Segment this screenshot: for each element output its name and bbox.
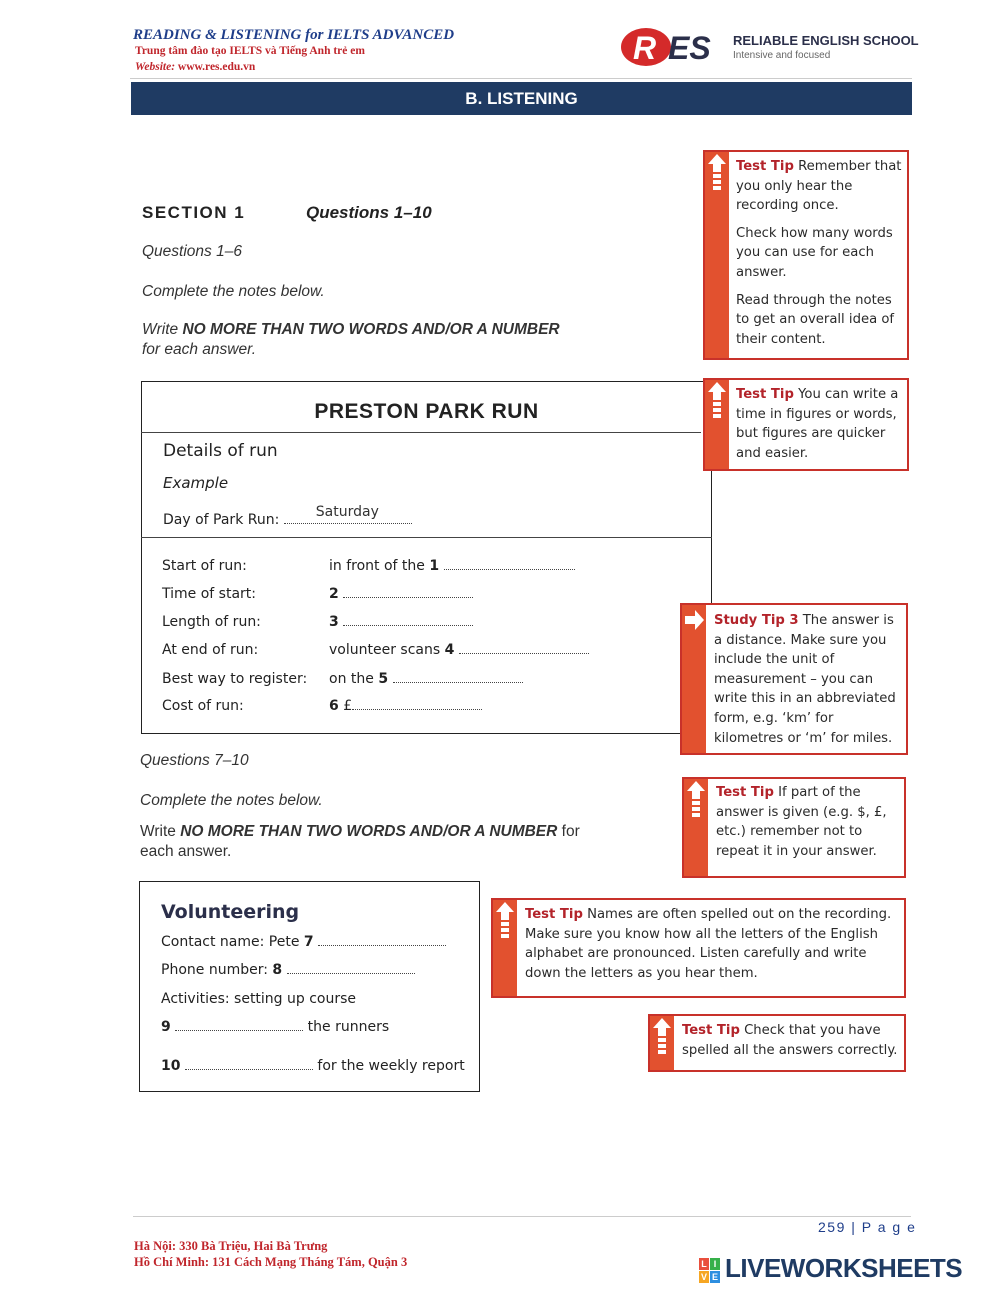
tip-bar [650, 1016, 674, 1070]
test-tip-6 [648, 1014, 906, 1072]
word-limit: NO MORE THAN TWO WORDS AND/OR A NUMBER [182, 321, 560, 338]
phone-label: Phone number: [161, 962, 273, 978]
questions-1-6-heading: Questions 1–6 [142, 243, 242, 260]
row-end-answer [329, 642, 589, 658]
school-name: RELIABLE ENGLISH SCHOOL [733, 33, 919, 48]
test-tip-4 [682, 777, 906, 878]
answer-3-blank[interactable] [343, 624, 473, 626]
write-prefix: Write [142, 321, 183, 338]
tip-3-title: Study Tip 3 [714, 613, 799, 628]
questions-7-10-heading: Questions 7–10 [140, 752, 249, 769]
question-3-number: 3 [329, 614, 339, 630]
row-cost-answer [329, 698, 482, 714]
row-length-label: Length of run: [162, 614, 261, 630]
liveworksheets-logo-icon: L I V E [700, 1259, 718, 1282]
question-1-number: 1 [429, 558, 440, 574]
write-suffix-2: for [557, 823, 580, 840]
tip-1-title: Test Tip [736, 159, 794, 174]
example-label: Example [163, 474, 229, 492]
question-2-number: 2 [329, 586, 339, 602]
q10-row [161, 1058, 465, 1074]
header-website [135, 61, 255, 73]
tip-bar [705, 380, 729, 469]
test-tip-1 [703, 150, 909, 360]
footer-divider [133, 1216, 911, 1217]
section-questions: Questions 1–10 [306, 203, 432, 222]
tip-6-text: Check that you have spelled all the answers correctly. [682, 1023, 898, 1058]
questions-7-10-write-rule [140, 823, 580, 841]
row-start-label: Start of run: [162, 558, 247, 574]
arrow-up-icon [493, 900, 517, 952]
row-end-label: At end of run: [162, 642, 259, 658]
question-10-number: 10 [161, 1058, 181, 1074]
question-4-number: 4 [444, 642, 455, 658]
study-tip-3 [680, 603, 908, 755]
row-cost-label: Cost of run: [162, 698, 244, 714]
logo-letter-r: R [633, 30, 657, 66]
tip-4-text: If part of the answer is given (e.g. $, £, etc.) remember not to repeat it in your answer. [716, 785, 887, 859]
answer-7-blank[interactable] [318, 944, 446, 946]
question-5-number: 5 [378, 671, 389, 687]
tip-6-title: Test Tip [682, 1023, 740, 1038]
page-number: 259 | P a g e [818, 1219, 917, 1235]
question-9-number: 9 [161, 1019, 171, 1035]
answer-1-blank[interactable] [444, 568, 575, 570]
tip-2-text: You can write a time in figures or words, but figures are quicker and easier. [736, 387, 899, 461]
contact-label: Contact name: Pete [161, 934, 304, 950]
questions-1-6-instruction: Complete the notes below. [142, 283, 325, 300]
tip-5-text: Names are often spelled out on the recording. Make sure you know how all the letters of the English alphabet are pronounced. Listen carefully and write down the letters as you hear them. [525, 907, 892, 981]
tip-5-title: Test Tip [525, 907, 583, 922]
arrow-up-icon [650, 1016, 674, 1068]
questions-7-10-write-rule-2: each answer. [140, 843, 232, 860]
row-time-label: Time of start: [162, 586, 256, 602]
header-title: READING & LISTENING for IELTS ADVANCED [133, 27, 455, 43]
row-length-answer [329, 614, 473, 630]
section-banner: B. LISTENING [131, 82, 912, 115]
word-limit-2: NO MORE THAN TWO WORDS AND/OR A NUMBER [180, 823, 558, 840]
tip-bar [684, 779, 708, 876]
answer-9-blank[interactable] [175, 1029, 303, 1031]
answer-8-blank[interactable] [287, 972, 415, 974]
tip-bar [705, 152, 729, 358]
tip-1-p3: Read through the notes to get an overall idea of their content. [736, 292, 895, 347]
row-start-prefix: in front of the [329, 558, 430, 574]
tip-3-text: The answer is a distance. Make sure you include the unit of measurement – you can write this in an abbreviated form, e.g. ‘km’ for kilometres or ‘m’ for miles. [714, 613, 896, 746]
questions-1-6-write-rule [142, 321, 560, 339]
row-register-answer [329, 671, 523, 687]
header-divider [130, 78, 912, 79]
row-register-label: Best way to register: [162, 671, 308, 687]
currency-symbol: £ [343, 698, 353, 714]
notes-title-rule [141, 432, 701, 433]
q9-text: the runners [307, 1019, 390, 1035]
header-subtitle: Trung tâm đào tạo IELTS và Tiếng Anh trẻ em [135, 45, 365, 57]
example-answer: Saturday [315, 504, 379, 520]
row-start-answer [329, 558, 575, 574]
notes-subtitle: Details of run [163, 441, 278, 461]
activities-label: Activities: setting up course [161, 991, 357, 1007]
section-label: SECTION 1 [142, 203, 246, 222]
test-tip-5 [491, 898, 906, 998]
write-prefix-2: Write [140, 823, 181, 840]
tip-bar [493, 900, 517, 996]
example-row [163, 504, 414, 528]
logo-letters-es: ES [668, 30, 711, 66]
question-8-number: 8 [272, 962, 283, 978]
question-7-number: 7 [303, 934, 314, 950]
answer-10-blank[interactable] [185, 1068, 313, 1070]
volunteering-title: Volunteering [161, 901, 300, 923]
address-hanoi: Hà Nội: 330 Bà Triệu, Hai Bà Trưng [134, 1239, 328, 1253]
arrow-up-icon [705, 380, 729, 432]
website-label: Website: [135, 61, 176, 73]
q9-row [161, 1019, 389, 1035]
questions-1-6-write-rule-2: for each answer. [142, 341, 257, 358]
row-time-answer [329, 586, 473, 602]
notes-title: PRESTON PARK RUN [314, 400, 539, 423]
test-tip-2 [703, 378, 909, 471]
answer-4-blank[interactable] [459, 652, 589, 654]
row-register-prefix: on the [329, 671, 379, 687]
notes-example-rule [141, 537, 712, 538]
website-url[interactable]: www.res.edu.vn [177, 61, 256, 73]
question-6-number: 6 [329, 698, 339, 714]
phone-row [161, 962, 415, 978]
liveworksheets-brand[interactable]: LIVEWORKSHEETS [725, 1253, 963, 1283]
school-tagline: Intensive and focused [733, 50, 831, 61]
answer-5-blank[interactable] [393, 681, 523, 683]
tip-1-p1: Remember that you only hear the recording once. [736, 159, 902, 214]
example-field: Day of Park Run: [163, 512, 280, 528]
address-hcm: Hồ Chí Minh: 131 Cách Mạng Tháng Tám, Quận 3 [134, 1255, 408, 1269]
tip-bar [682, 605, 706, 753]
questions-7-10-instruction: Complete the notes below. [140, 792, 323, 809]
arrow-up-icon [705, 152, 729, 204]
q10-text: for the weekly report [317, 1058, 465, 1074]
tip-1-p2: Check how many words you can use for each answer. [736, 225, 893, 280]
arrow-up-icon [684, 779, 708, 831]
arrow-right-icon [682, 605, 706, 635]
tip-4-title: Test Tip [716, 785, 774, 800]
answer-2-blank[interactable] [343, 596, 473, 598]
row-end-prefix: volunteer scans [329, 642, 445, 658]
tip-2-title: Test Tip [736, 387, 794, 402]
answer-6-blank[interactable] [352, 708, 482, 710]
contact-row [161, 934, 446, 950]
